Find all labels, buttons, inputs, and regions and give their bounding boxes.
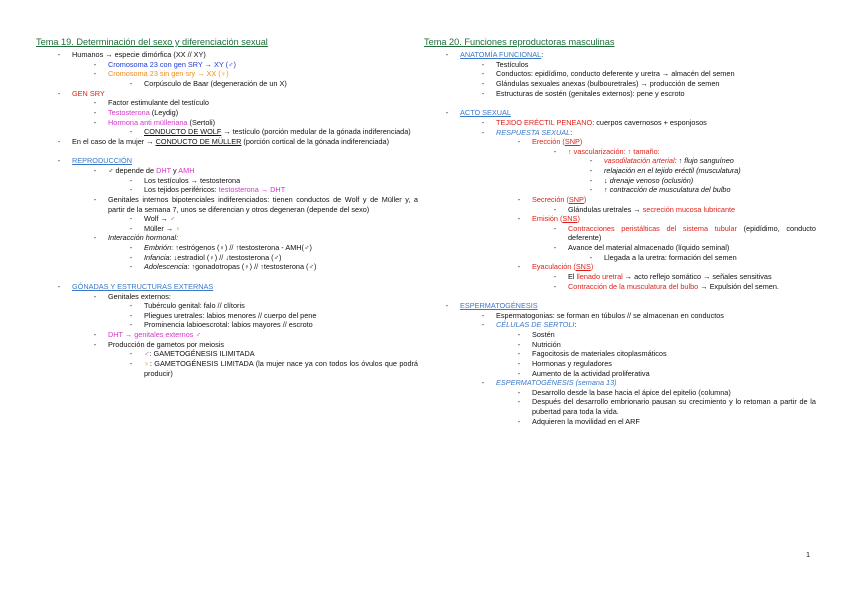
list-item: - Secreción (SNP) — [517, 194, 587, 204]
list-item: - Factor estimulante del testículo — [93, 98, 209, 108]
list-item: - Estructuras de sostén (genitales externos): pene y escroto — [481, 88, 685, 98]
list-item: - Infancia: ↓estradiol (♀) // ↓testosterona (♂) — [129, 252, 282, 262]
list-item: - DHT → genitales externos ♂ — [93, 330, 201, 340]
list-item: - En el caso de la mujer → CONDUCTO DE MÜLLER (porción cortical de la gónada indiferenciada) — [57, 136, 390, 146]
list-item: - Adolescencia: ↑gonadotropas (♀) // ↑testosterona (♂) — [129, 262, 317, 272]
list-item: - Después del desarrollo embrionario pausan su crecimiento y lo retoman a partir de la pubertad para toda la vida. — [517, 397, 816, 417]
list-item: - Glándulas uretrales → secreción mucosa lubricante — [553, 204, 736, 214]
list-item: - ↑ vascularización: ↑ tamaño: — [553, 146, 660, 156]
list-item: - Conductos: epidídimo, conducto deferente y uretra → almacén del semen — [481, 69, 735, 79]
list-item: - Los tejidos periféricos: testosterona → DHT — [129, 185, 286, 195]
section-anatomia: - ANATOMÍA FUNCIONAL: — [445, 50, 544, 60]
list-item: - Hormonas y reguladores — [517, 358, 612, 368]
list-item: - Desarrollo desde la base hacia el ápice del epitelio (columna) — [517, 387, 731, 397]
list-item: - TEJIDO ERÉCTIL PENEANO: cuerpos cavernosos + esponjosos — [481, 117, 707, 127]
list-item: - Wolf → ♂ — [129, 214, 176, 224]
list-item: - vasodilatación arterial: ↑ flujo sanguíneo — [589, 156, 734, 166]
list-item: - Pliegues uretrales: labios menores // cuerpo del pene — [129, 310, 317, 320]
list-item: - ESPERMATOGÉNESIS (semana 13) — [481, 378, 617, 388]
list-item: - Tubérculo genital: falo // clítoris — [129, 301, 245, 311]
list-item: - Müller → ♀ — [129, 223, 181, 233]
page-number: 1 — [805, 550, 810, 560]
section-reproduccion: - REPRODUCCIÓN — [57, 156, 132, 166]
list-item: - relajación en el tejido eréctil (musculatura) — [589, 166, 741, 176]
list-item: - ♀: GAMETOGÉNESIS LIMITADA (la mujer nace ya con todos los óvulos que podrá producir) — [129, 358, 418, 378]
list-item: - Avance del material almacenado (líquido seminal) — [553, 243, 730, 253]
right-column — [424, 36, 816, 426]
list-item: - GEN SRY — [57, 88, 105, 98]
list-item: - Corpúsculo de Baar (degeneración de un X) — [129, 79, 287, 89]
list-item: - Nutrición — [517, 339, 561, 349]
list-item: - Eyaculación (SNS) — [517, 262, 594, 272]
list-item: - RESPUESTA SEXUAL: — [481, 127, 573, 137]
list-item: - Genitales internos bipotenciales indiferenciados: tienen conductos de Wolf y de Müller y, a partir de la semana 7, unos se diferencian y otros degeneran (depende del sexo) — [93, 194, 418, 214]
list-item: - Testosterona (Leydig) — [93, 107, 179, 117]
list-item: - ♂ depende de DHT y AMH — [93, 166, 195, 176]
list-item: - Glándulas sexuales anexas (bulbouretrales) → producción de semen — [481, 79, 720, 89]
list-item: - Contracción de la musculatura del bulbo → Expulsión del semen. — [553, 281, 779, 291]
left-column — [36, 36, 418, 378]
list-item: - ↑ contracción de musculatura del bulbo — [589, 185, 731, 195]
list-item: - Interacción hormonal: — [93, 233, 179, 243]
list-item: - Los testículos → testosterona — [129, 175, 241, 185]
list-item: - Cromosoma 23 con gen SRY → XY (♂) — [93, 59, 236, 69]
list-item: - Aumento de la actividad proliferativa — [517, 368, 650, 378]
list-item: - Fagocitosis de materiales citoplasmáticos — [517, 349, 667, 359]
list-item: - Humanos → especie dimórfica (XX // XY) — [57, 50, 206, 60]
list-item: - Hormona anti mülleriana (Sertoli) — [93, 117, 216, 127]
list-item: - Testículos — [481, 59, 529, 69]
list-item: - ↓ drenaje venoso (oclusión) — [589, 175, 694, 185]
topic-19-title: Tema 19. Determinación del sexo y diferenciación sexual — [36, 37, 268, 47]
list-item: - CÉLULAS DE SERTOLI: — [481, 320, 577, 330]
section-espermatogenesis: - ESPERMATOGÉNESIS — [445, 301, 538, 311]
list-item: - Producción de gametos por meiosis — [93, 339, 224, 349]
topic-20-title: Tema 20. Funciones reproductoras masculinas — [424, 37, 615, 47]
list-item: - Genitales externos: — [93, 291, 171, 301]
section-acto-sexual: - ACTO SEXUAL — [445, 108, 511, 118]
list-item: - Adquieren la movilidad en el ARF — [517, 416, 640, 426]
list-item: - Emisión (SNS) — [517, 214, 580, 224]
list-item: - Cromosoma 23 sin gen sry → XX (♀) — [93, 69, 229, 79]
list-item: - Erección (SNP) — [517, 137, 583, 147]
list-item: - El llenado uretral → acto reflejo somático → señales sensitivas — [553, 271, 772, 281]
list-item: - ♂: GAMETOGÉNESIS ILIMITADA — [129, 349, 255, 359]
list-item: - Espermatogonias: se forman en túbulos // se almacenan en conductos — [481, 310, 724, 320]
list-item: - CONDUCTO DE WOLF → testículo (porción medular de la gónada indiferenciada) — [129, 127, 411, 137]
list-item: - Prominencia labioescrotal: labios mayores // escroto — [129, 320, 313, 330]
list-item: - Embrión: ↑estrógenos (♀) // ↑testosterona - AMH(♂) — [129, 243, 312, 253]
section-gonadas: - GÓNADAS Y ESTRUCTURAS EXTERNAS — [57, 281, 214, 291]
list-item: - Sostén — [517, 330, 555, 340]
list-item: - Llegada a la uretra: formación del semen — [589, 252, 737, 262]
list-item: - Contracciones peristálticas del sistema tubular (epidídimo, conducto deferente) — [553, 223, 816, 243]
